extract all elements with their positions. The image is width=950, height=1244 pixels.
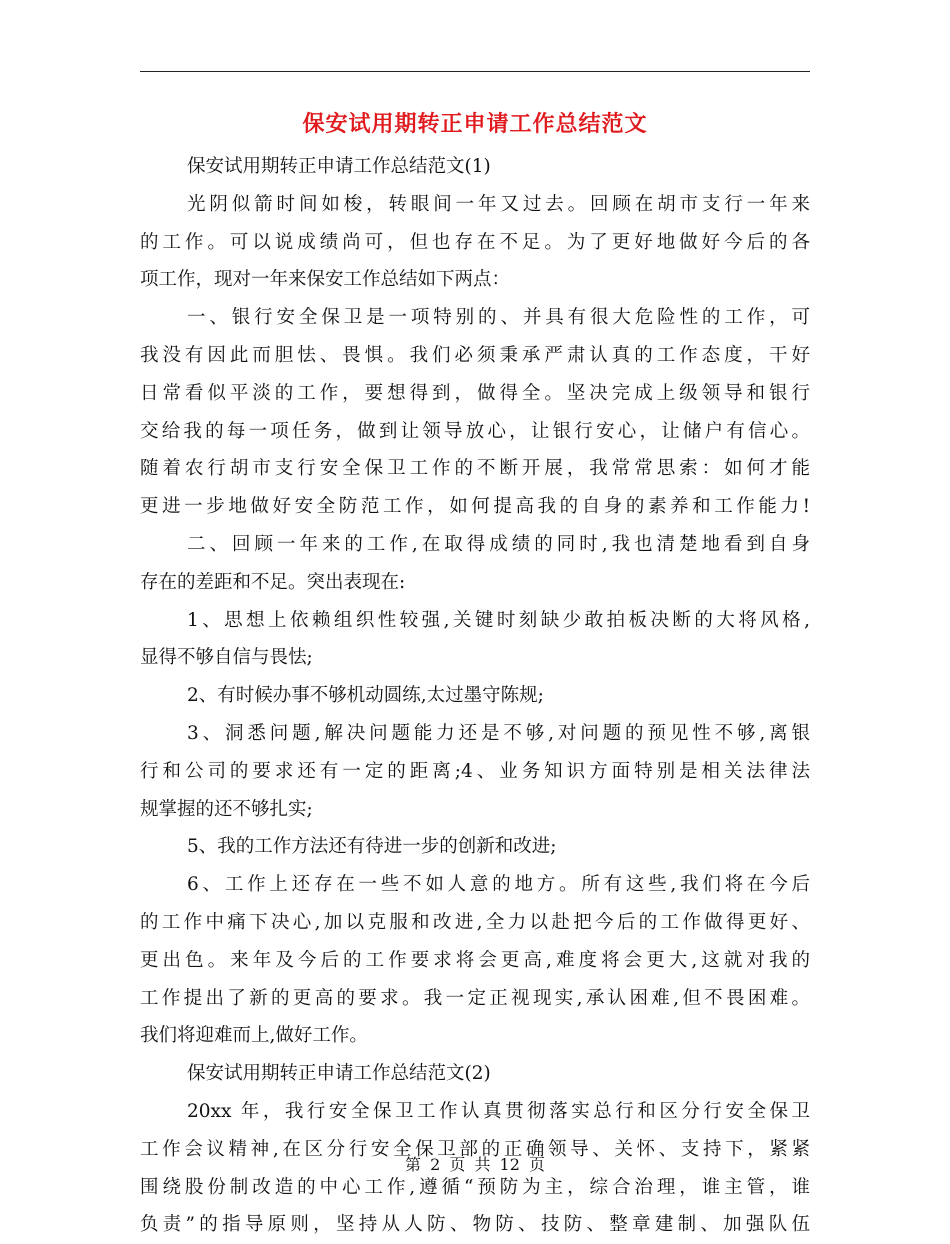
text-line: 保安试用期转正申请工作总结范文(2) [187, 1063, 491, 1085]
text-line: 我没有因此而胆怯、畏惧。我们必须秉承严肃认真的工作态度，干好 [140, 344, 810, 366]
text-line: 随着农行胡市支行安全保卫工作的不断开展，我常常思索：如何才能 [140, 458, 810, 480]
text-line: 项工作，现对一年来保安工作总结如下两点： [140, 269, 511, 291]
text-line: 显得不够自信与畏怯; [140, 647, 313, 669]
text-line: 的工作。可以说成绩尚可，但也存在不足。为了更好地做好今后的各 [140, 231, 810, 253]
text-line: 负责”的指导原则，坚持从人防、物防、技防、整章建制、加强队伍 [140, 1214, 810, 1236]
text-line: 交给我的每一项任务，做到让领导放心，让银行安心，让储户有信心。 [140, 420, 810, 442]
text-line: 光阴似箭时间如梭，转眼间一年又过去。回顾在胡市支行一年来 [187, 193, 810, 215]
document-body [140, 148, 810, 1244]
text-line: 一、银行安全保卫是一项特别的、并具有很大危险性的工作，可 [187, 307, 810, 329]
text-line: 1、思想上依赖组织性较强,关键时刻缺少敢拍板决断的大将风格, [187, 609, 810, 631]
text-line: 更出色。来年及今后的工作要求将会更高,难度将会更大,这就对我的 [140, 949, 810, 971]
text-line: 工作会议精神,在区分行安全保卫部的正确领导、关怀、支持下，紧紧 [140, 1138, 810, 1160]
page-number-footer: 第 2 页 共 12 页 [405, 1155, 545, 1174]
text-line: 6、工作上还存在一些不如人意的地方。所有这些,我们将在今后 [187, 874, 810, 896]
text-line: 工作提出了新的更高的要求。我一定正视现实,承认困难,但不畏困难。 [140, 987, 810, 1009]
text-line: 20xx 年，我行安全保卫工作认真贯彻落实总行和区分行安全保卫 [187, 1100, 810, 1122]
document-title: 保安试用期转正申请工作总结范文 [302, 111, 648, 137]
text-line: 2、有时候办事不够机动圆练,太过墨守陈规; [187, 685, 544, 707]
text-line: 规掌握的还不够扎实; [140, 798, 313, 820]
text-line: 保安试用期转正申请工作总结范文(1) [187, 156, 491, 177]
text-line: 围绕股份制改造的中心工作,遵循“预防为主，综合治理，谁主管，谁 [140, 1176, 810, 1198]
text-line: 我们将迎难而上,做好工作。 [140, 1025, 368, 1047]
text-line: 3、洞悉问题,解决问题能力还是不够,对问题的预见性不够,离银 [187, 722, 810, 744]
text-line: 5、我的工作方法还有待进一步的创新和改进; [187, 836, 557, 858]
text-line: 的工作中痛下决心,加以克服和改进,全力以赴把今后的工作做得更好、 [140, 911, 810, 933]
text-line: 存在的差距和不足。突出表现在: [140, 571, 406, 593]
text-line: 二、回顾一年来的工作,在取得成绩的同时,我也清楚地看到自身 [187, 533, 810, 555]
text-line: 日常看似平淡的工作，要想得到，做得全。坚决完成上级领导和银行 [140, 382, 810, 404]
text-line: 行和公司的要求还有一定的距离;4、业务知识方面特别是相关法律法 [140, 760, 810, 782]
text-line: 更进一步地做好安全防范工作，如何提高我的自身的素养和工作能力! [140, 496, 810, 518]
header-rule [140, 71, 810, 72]
